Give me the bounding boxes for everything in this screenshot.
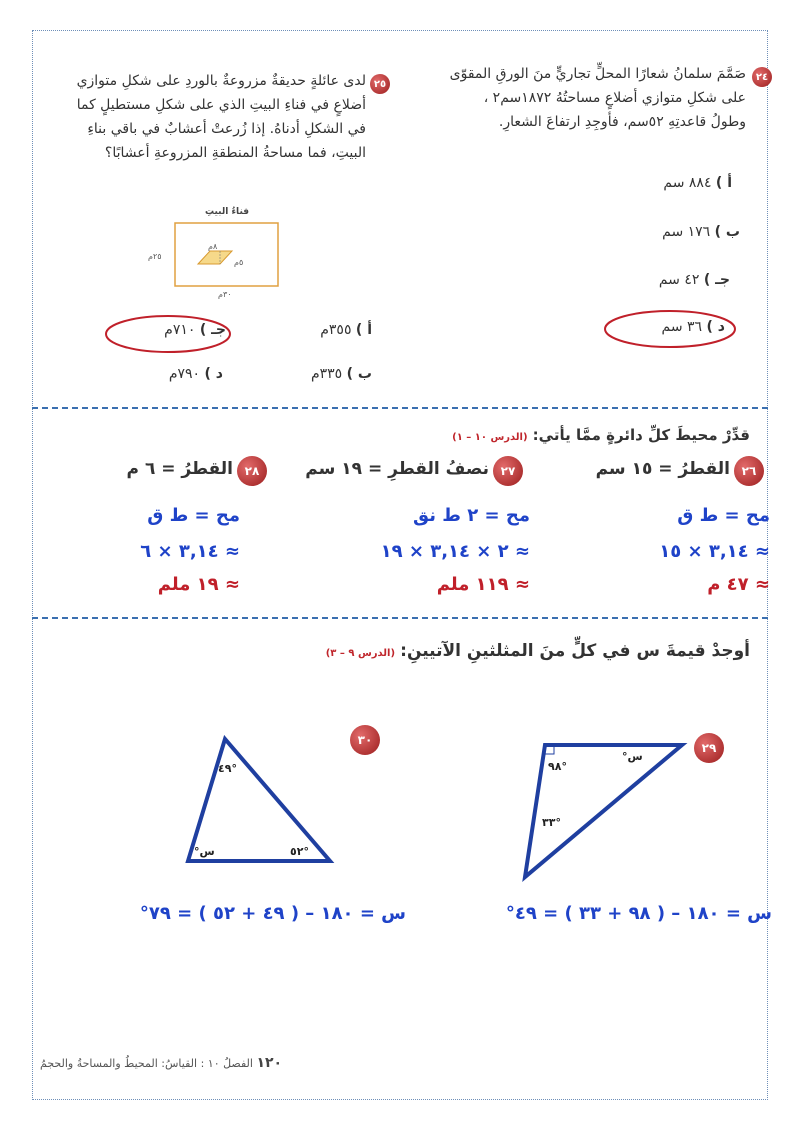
q24-option-b[interactable]: ب ) ١٧٦ سم bbox=[662, 224, 740, 240]
q24-line-2: على شكلِ متوازي أضلاعٍ مساحتُهُ ١٨٧٢سم٢ ، bbox=[483, 90, 746, 106]
q27-calculation: ≈ ٢ × ٣,١٤ × ١٩ bbox=[380, 541, 530, 562]
triangle-29-solution: س = ١٨٠ – ( ٩٨ + ٣٣ ) = ٤٩° bbox=[505, 903, 772, 924]
q24-option-c[interactable]: جـ ) ٤٢ سم bbox=[658, 272, 730, 288]
question-29-badge: ٢٩ bbox=[694, 733, 724, 763]
q25-option-d[interactable]: د ) ٧٩٠م bbox=[168, 366, 223, 382]
courtyard-height-label: ٢٥م bbox=[148, 252, 162, 261]
triangle-29-angle-b: °س bbox=[622, 750, 643, 763]
question-26-badge: ٢٦ bbox=[734, 456, 764, 486]
triangle-29-angle-c: ٣٣° bbox=[542, 816, 561, 829]
triangle-29-angle-a: ٩٨° bbox=[548, 760, 567, 773]
question-24-badge: ٢٤ bbox=[752, 67, 772, 87]
triangle-30-solution: س = ١٨٠ – ( ٤٩ + ٥٢ ) = ٧٩° bbox=[139, 903, 406, 924]
question-28-badge: ٢٨ bbox=[237, 456, 267, 486]
triangle-29 bbox=[515, 740, 695, 885]
figure-title: فناءُ البيتِ bbox=[204, 207, 250, 217]
q25-option-a[interactable]: أ ) ٣٥٥م bbox=[320, 322, 372, 338]
chapter-title: الفصلُ ١٠ : القياسُ: المحيطُ والمساحةُ والحجمُ bbox=[40, 1057, 253, 1070]
question-25-text bbox=[48, 69, 366, 165]
section-divider-2 bbox=[32, 617, 768, 619]
triangle-30-angle-b: °س bbox=[194, 845, 215, 858]
q28-given: القطرُ = ٦ م bbox=[126, 459, 233, 479]
courtyard-figure bbox=[140, 218, 290, 308]
q25-line-3: في الشكلِ أدناهُ. إذا زُرعتْ أعشابٌ في باقي بناءِ bbox=[87, 121, 366, 137]
q28-formula: مح = ط ق bbox=[147, 505, 240, 526]
section-2-title: قدِّرْ محيطَ كلِّ دائرةٍ ممَّا يأتي: bbox=[532, 426, 750, 444]
q25-line-1: لدى عائلةٍ حديقةٌ مزروعةٌ بالوردِ على شكلِ متوازي bbox=[76, 73, 366, 89]
q25-option-c[interactable]: جـ ) ٧١٠م bbox=[164, 322, 226, 338]
q27-result: ≈ ١١٩ ملم bbox=[436, 574, 530, 595]
q24-line-1: صَمَّمَ سلمانُ شعارًا المحلٍّ تجاريٍّ منَ الورقِ المقوّى bbox=[449, 66, 746, 82]
q27-given: نصفُ القطرِ = ١٩ سم bbox=[305, 459, 489, 479]
q25-answer-circle bbox=[103, 313, 233, 355]
section-divider-1 bbox=[32, 407, 768, 409]
q25-option-b[interactable]: ب ) ٣٣٥م bbox=[310, 366, 372, 382]
triangle-30-angle-c: ٥٢° bbox=[290, 845, 309, 858]
q27-formula: مح = ٢ ط نق bbox=[413, 505, 530, 526]
section-3-lesson-ref: (الدرس ٩ – ٣) bbox=[325, 648, 396, 659]
q24-option-a[interactable]: أ ) ٨٨٤ سم bbox=[663, 175, 732, 191]
parallelogram-base-label: ٨م bbox=[208, 242, 218, 251]
section-3-title: أوجدْ قيمةَ س في كلٍّ منَ المثلثينِ الآتيينِ: bbox=[400, 641, 750, 661]
q24-option-d[interactable]: د ) ٣٦ سم bbox=[661, 319, 725, 335]
q28-result: ≈ ١٩ ملم bbox=[157, 574, 240, 595]
triangle-30-shape bbox=[188, 739, 330, 861]
q24-answer-circle bbox=[602, 308, 738, 350]
courtyard-width-label: ٣٠م bbox=[218, 290, 232, 299]
question-25-badge: ٢٥ bbox=[370, 74, 390, 94]
question-30-badge: ٣٠ bbox=[350, 725, 380, 755]
page-number: ١٢٠ bbox=[256, 1055, 283, 1071]
question-24-text bbox=[400, 62, 746, 134]
q24-line-3: وطولُ قاعدتِهِ ٥٢سم، فأوجِدِ ارتفاعَ الشعارِ. bbox=[498, 114, 746, 130]
q26-result: ≈ ٤٧ م bbox=[707, 574, 770, 595]
q26-calculation: ≈ ٣,١٤ × ١٥ bbox=[659, 541, 770, 562]
parallelogram-height-label: ٥م bbox=[234, 258, 244, 267]
q25-line-2: أضلاعٍ في فناءِ البيتِ الذي على شكلِ مستطيلٍ كما bbox=[76, 97, 366, 113]
triangle-30-angle-a: ٤٩° bbox=[218, 762, 237, 775]
section-2-lesson-ref: (الدرس ١٠ – ١) bbox=[452, 432, 528, 443]
q28-calculation: ≈ ٣,١٤ × ٦ bbox=[140, 541, 240, 562]
section-3-heading bbox=[320, 641, 750, 661]
q26-given: القطرُ = ١٥ سم bbox=[595, 459, 730, 479]
page-footer bbox=[40, 1055, 340, 1071]
q25-line-4: البيتِ، فما مساحةُ المنطقةِ المزروعةِ أعشابًا؟ bbox=[104, 145, 366, 161]
question-27-badge: ٢٧ bbox=[493, 456, 523, 486]
section-2-heading bbox=[440, 425, 750, 444]
q26-formula: مح = ط ق bbox=[677, 505, 770, 526]
